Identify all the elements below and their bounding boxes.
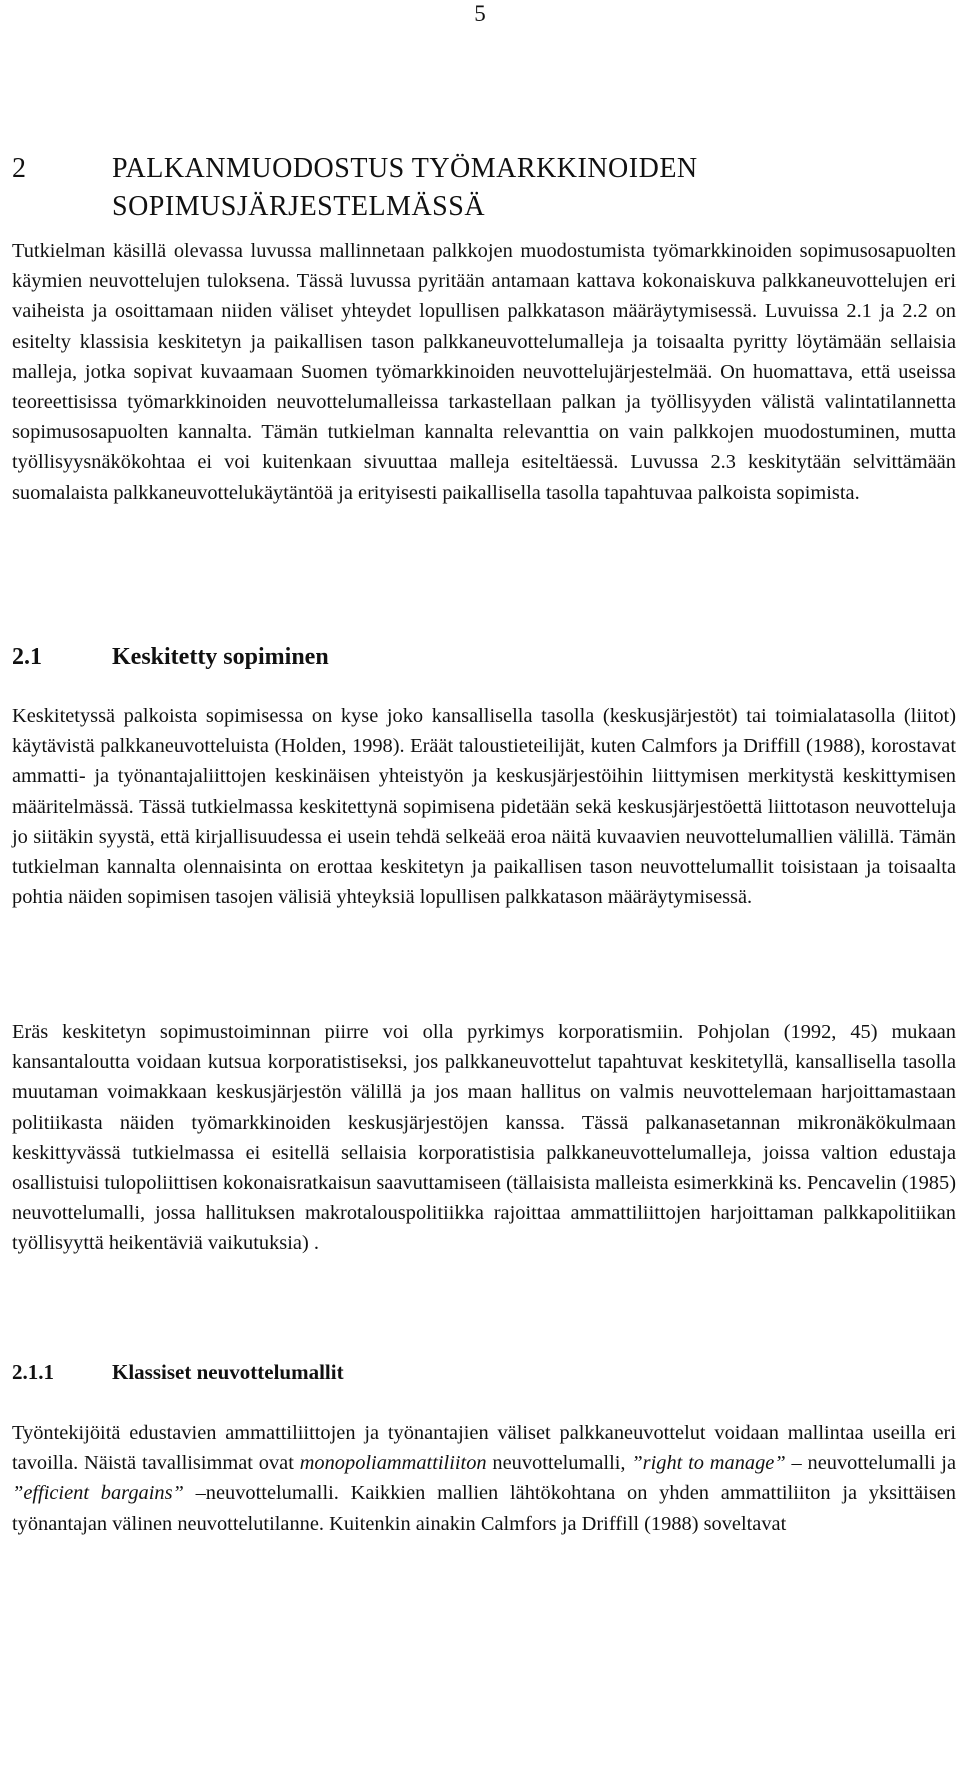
chapter-number: 2 — [12, 153, 27, 184]
section-number: 2.1 — [12, 644, 42, 670]
subsection-2-1-1-paragraph — [12, 1418, 956, 1539]
paragraph-text-segment: neuvottelumalli, — [486, 1452, 632, 1475]
italic-term-right-to-manage: ”right to manage” — [631, 1452, 786, 1475]
paragraph-text-segment: –neuvottelumalli. Kaikkien mallien lähtökohtana on yhden ammattiliiton ja yksittäisen työnantajan välinen neuvottelutilanne. Kuitenkin ainakin Calmfors ja Driffill (1988) soveltavat — [12, 1482, 956, 1535]
italic-term-efficient-bargains: ”efficient bargains” — [12, 1482, 184, 1505]
chapter-heading — [12, 150, 952, 226]
subsection-title: Klassiset neuvottelumallit — [112, 1360, 344, 1384]
page-number: 5 — [474, 1, 486, 26]
subsection-number: 2.1.1 — [12, 1360, 54, 1384]
section-title: Keskitetty sopiminen — [112, 644, 329, 670]
paragraph-text-segment: Työntekijöitä edustavien ammattiliittojen ja työnantajien väliset palkkaneuvottelut voidaan mallintaa useilla eri tavoilla. Näistä tavallisimmat ovat — [12, 1422, 956, 1475]
chapter-title: PALKANMUODOSTUS TYÖMARKKINOIDEN SOPIMUSJÄRJESTELMÄSSÄ — [112, 153, 698, 222]
section-2-1-paragraph-2: Eräs keskitetyn sopimustoiminnan piirre voi olla pyrkimys korporatismiin. Pohjolan (1992, 45) mukaan kansantaloutta voidaan kutsua korporatistiseksi, jos palkkaneuvottelut tapahtuvat keskitetyllä, kansallisella tasolla muutaman voimakkaan keskusjärjestön välillä ja jos maan hallitus on valmis neuvottelemaan harjoittamastaan politiikasta näiden työmarkkinoiden keskusjärjestöjen kanssa. Tässä palkanasetannan mikronäkökulmaan keskittyvässä tutkielmassa ei esitellä sellaisia korporatistisia palkkaneuvottelumalleja, joissa valtion edustaja osallistuisi tulopoliittisen kokonaisratkaisun saavuttamiseen (tällaisista malleista esimerkkinä ks. Pencavelin (1985) neuvottelumalli, jossa hallituksen makrotalouspolitiikka rajoittaa ammattiliittojen harjoittaman palkkapolitiikan työllisyyttä heikentäviä vaikutuksia) . — [12, 1021, 956, 1255]
paragraph-text-segment: – neuvottelumalli ja — [785, 1452, 957, 1475]
italic-term-monopoly-union: monopoliammattiliiton — [299, 1452, 487, 1475]
subsection-heading-2-1-1 — [12, 1358, 952, 1386]
section-heading-2-1 — [12, 642, 952, 672]
section-2-1-paragraph-1: Keskitetyssä palkoista sopimisessa on kyse joko kansallisella tasolla (keskusjärjestöt) tai toimialatasolla (liitot) käytävistä palkkaneuvotteluista (Holden, 1998). Eräät taloustieteilijät, kuten Calmfors ja Driffill (1988), korostavat ammatti- ja työnantajaliittojen keskinäisen yhteistyön ja keskusjärjestöihin liittymisen merkitystä keskittymisen määritelmässä. Tässä tutkielmassa keskitettynä sopimisena pidetään sekä keskusjärjestöettä liittotason neuvotteluja jo siitäkin syystä, että kirjallisuudessa ei usein tehdä selkeää eroa näitä kuvaavien neuvottelumallien välillä. Tämän tutkielman kannalta olennaisinta on erottaa keskitetyn ja paikallisen tason neuvottelumallit toisistaan ja toisaalta pohtia näiden sopimisen tasojen välisiä yhteyksiä lopullisen palkkatason määräytymisessä. — [12, 705, 956, 909]
intro-paragraph: Tutkielman käsillä olevassa luvussa mallinnetaan palkkojen muodostumista työmarkkinoiden sopimusosapuolten käymien neuvottelujen tuloksena. Tässä luvussa pyritään antamaan kattava kokonaiskuva palkkaneuvottelujen eri vaiheista ja osoittamaan niiden väliset yhteydet lopullisen palkkatason määräytymisessä. Luvuissa 2.1 ja 2.2 on esitelty klassisia keskitetyn ja paikallisen tason palkkaneuvottelumalleja ja toisaalta pyritty löytämään sellaisia malleja, jotka sopivat kuvaamaan Suomen työmarkkinoiden neuvottelujärjestelmää. On huomattava, että useissa teoreettisissa työmarkkinoiden neuvottelumalleissa tarkastellaan palkan ja työllisyyden välistä valintatilannetta sopimusosapuolten kannalta. Tämän tutkielman kannalta relevanttia on vain palkkojen muodostuminen, mutta työllisyysnäkökohtaa ei voi kuitenkaan sivuuttaa malleja esiteltäessä. Luvussa 2.3 keskitytään selvittämään suomalaista palkkaneuvottelukäytäntöä ja erityisesti paikallisella tasolla tapahtuvaa palkoista sopimista. — [12, 240, 956, 504]
